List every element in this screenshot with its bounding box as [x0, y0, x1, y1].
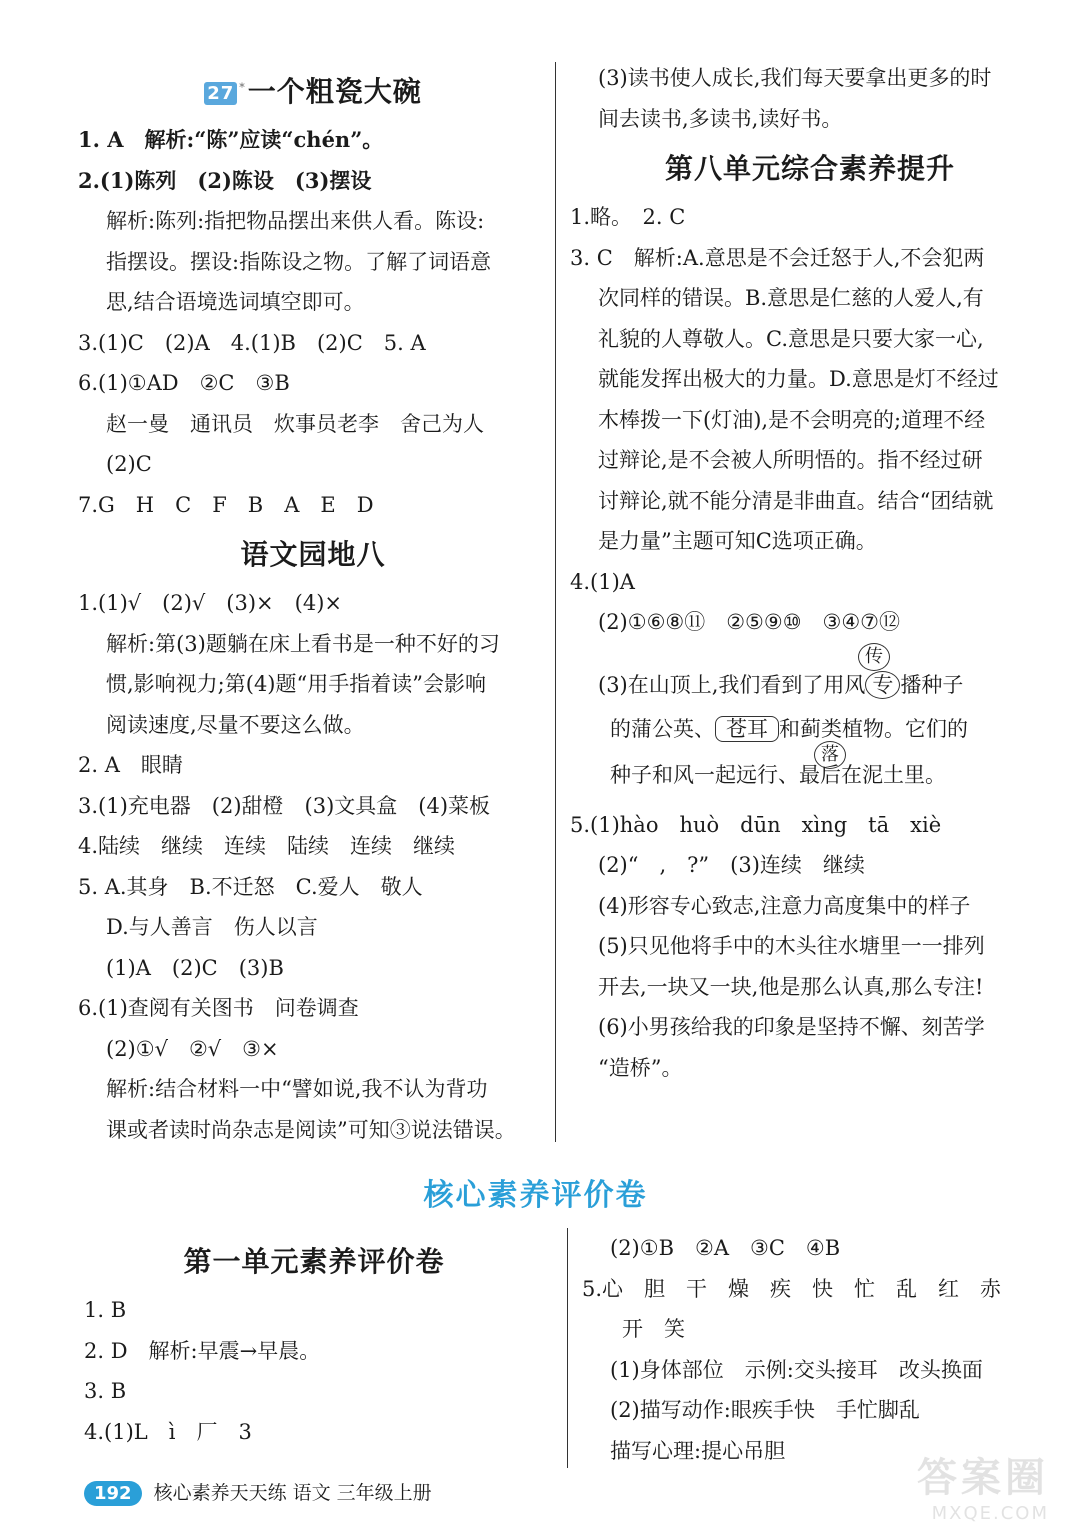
answer-line: 惯,影响视力;第(4)题“用手指着读”会影响 [106, 672, 486, 696]
answer-line: (1)身体部位 示例:交头接耳 改头换面 [610, 1357, 983, 1382]
answer-line: “造桥”。 [598, 1055, 683, 1080]
answer-line: 7.G H C F B A E D [78, 492, 374, 517]
answer-line: (1)A (2)C (3)B [106, 955, 284, 980]
lesson-number-badge: 27 [204, 82, 237, 105]
answer-line: 就能发挥出极大的力量。D.意思是灯不经过 [598, 367, 999, 391]
answer-line: (2)描写动作:眼疾手快 手忙脚乱 [610, 1398, 920, 1422]
answer-line: D.与人善言 伤人以言 [106, 915, 318, 939]
answer-line: 4.(1)A [570, 569, 635, 594]
answer-line: 次同样的错误。B.意思是仁慈的人爱人,有 [598, 286, 984, 310]
answer-line: 1. A 解析:“陈”应读“chén”。 [78, 127, 384, 152]
answer-line: (6)小男孩给我的印象是坚持不懈、刻苦学 [598, 1015, 985, 1039]
answer-line: 2. A 眼睛 [78, 753, 183, 777]
answer-line: 思,结合语境选词填空即可。 [106, 290, 365, 314]
answer-line: 开 笑 [622, 1317, 685, 1341]
answer-line: 1.略。 2. C [570, 205, 686, 229]
answer-line: 过辩论,是不会被人所明悟的。指不经过研 [598, 448, 983, 472]
answer-line: 木棒拨一下(灯油),是不会明亮的;道理不经 [598, 407, 986, 432]
answer-line: 赵一曼 通讯员 炊事员老李 舍己为人 [106, 411, 484, 436]
answer-line: (3)读书使人成长,我们每天要拿出更多的时 [598, 66, 992, 90]
answer-line: (2)“ , ?” (3)连续 继续 [598, 853, 865, 877]
answer-line: 课或者读时尚杂志是阅读”可知③说法错误。 [106, 1117, 516, 1142]
answer-line: (2)①⑥⑧⑪ ②⑤⑨⑩ ③④⑦⑫ [598, 610, 901, 634]
answer-line: 2. D 解析:早震→早晨。 [84, 1338, 321, 1363]
correction-mark: 落 [814, 741, 846, 769]
section-title: 第一单元素养评价卷 [183, 1245, 445, 1278]
right-column-top [570, 62, 1050, 1088]
answer-line: 解析:陈列:指把物品摆出来供人看。陈设: [106, 209, 485, 233]
answer-line: (2)C [106, 452, 152, 476]
answer-line: 阅读速度,尽量不要这么做。 [106, 712, 365, 737]
circled-char: 专 [865, 671, 900, 699]
answer-line: 是力量”主题可知C选项正确。 [598, 529, 877, 553]
answer-line: 种子和风一起远行、最后在泥土里。 [610, 762, 946, 787]
answer-line: 指摆设。摆设:指陈设之物。了解了词语意 [106, 249, 492, 274]
answer-line: 3.(1)C (2)A 4.(1)B (2)C 5. A [78, 330, 426, 355]
answer-line: 5.心 胆 干 燥 疾 快 忙 乱 红 赤 [582, 1276, 1002, 1301]
answer-line: 4.陆续 继续 连续 陆续 连续 继续 [78, 834, 456, 858]
left-column-top [78, 62, 548, 1150]
right-column-bottom [582, 1228, 1052, 1471]
site-watermark: 答案圈 MXQE.COM [917, 1455, 1049, 1524]
answer-line: (4)形容专心致志,注意力高度集中的样子 [598, 893, 971, 918]
answer-line: (5)只见他将手中的木头往水塘里一一排列 [598, 934, 985, 958]
book-title: 核心素养天天练 语文 三年级上册 [153, 1482, 432, 1504]
section-title: 语文园地八 [240, 538, 386, 571]
answer-line: 讨辩论,就不能分清是非曲直。结合“团结就 [598, 488, 994, 513]
section-title: 第八单元综合素养提升 [664, 152, 955, 185]
answer-line: 开去,一块又一块,他是那么认真,那么专注! [598, 974, 984, 999]
answer-line: 解析:结合材料一中“譬如说,我不认为背功 [106, 1077, 488, 1101]
answer-line: 6.(1)查阅有关图书 问卷调查 [78, 996, 359, 1020]
answer-line: 描写心理:提心吊胆 [610, 1438, 786, 1463]
answer-line: 间去读书,多读书,读好书。 [598, 106, 843, 131]
answer-line: (2)①√ ②√ ③× [106, 1036, 279, 1061]
answer-line: 5. A.其身 B.不迁怒 C.爱人 敬人 [78, 874, 423, 899]
answer-line: 4.(1)L ì 厂 3 [84, 1419, 252, 1444]
lesson-27-title: 27 *一个粗瓷大碗 [78, 70, 548, 110]
answer-line: 5.(1)hào huò dūn xìng tā xiè [570, 812, 942, 837]
boxed-word: 苍耳 [715, 716, 779, 742]
answer-line: 3.(1)充电器 (2)甜橙 (3)文具盒 (4)菜板 [78, 793, 491, 818]
answer-line: 礼貌的人尊敬人。C.意思是只要大家一心, [598, 326, 984, 351]
column-divider [555, 62, 556, 1142]
banner-title: 核心素养评价卷 [423, 1178, 648, 1213]
page-footer [84, 1478, 432, 1506]
answer-line: 1.(1)√ (2)√ (3)× (4)× [78, 591, 342, 615]
answer-line: 6.(1)①AD ②C ③B [78, 371, 290, 395]
column-divider [567, 1228, 568, 1468]
answer-line: 1. B [84, 1298, 127, 1322]
lesson-star: * [239, 80, 246, 94]
answer-line: 3. B [84, 1379, 127, 1403]
correction-exercise: 传 (3)在山顶上,我们看到了用风 专 播种子 的蒲公英、 苍耳 和蓟类植物。它们的 落 种子和风一起远行、最后在泥土里。 [570, 643, 1050, 793]
answer-line: 2.(1)陈列 (2)陈设 (3)摆设 [78, 167, 372, 193]
answer-line: 解析:第(3)题躺在床上看书是一种不好的习 [106, 631, 500, 656]
left-column-bottom [84, 1232, 544, 1452]
answer-line: (2)①B ②A ③C ④B [610, 1236, 841, 1260]
correction-mark: 传 [858, 643, 890, 671]
page-number: 192 [84, 1481, 142, 1506]
answer-line: 3. C 解析:A.意思是不会迁怒于人,不会犯两 [570, 245, 985, 270]
